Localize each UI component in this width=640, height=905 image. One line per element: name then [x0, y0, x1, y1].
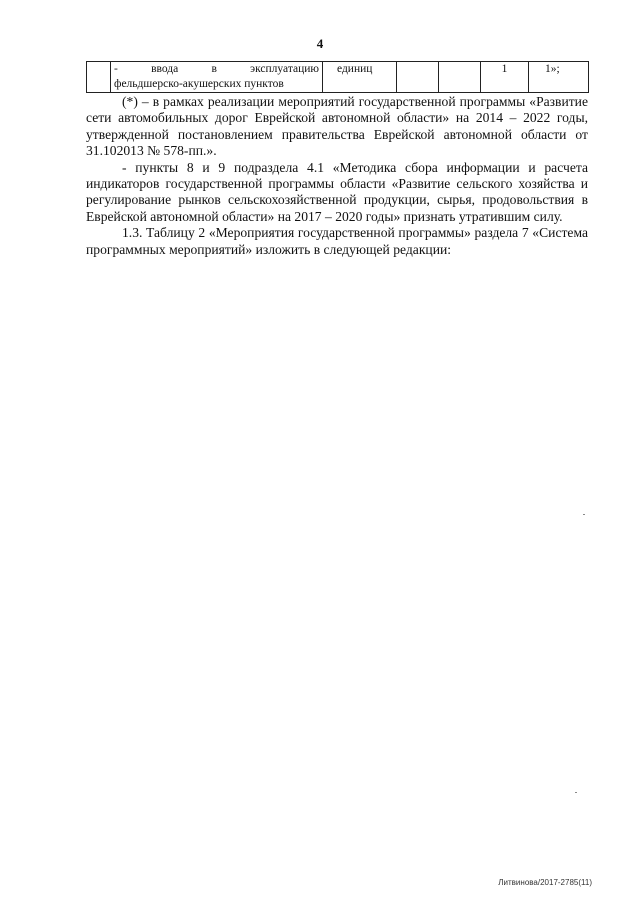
table-cell-indicator-name [111, 62, 323, 93]
paragraph-table-amend: 1.3. Таблицу 2 «Мероприятия государственной программы» раздела 7 «Система программных мероприятий» изложить в следующей редакции: [86, 225, 588, 257]
table-cell-value-a: 1 [481, 62, 529, 93]
indicator-name-line1: - ввода в эксплуатацию [114, 63, 319, 75]
table-cell-index [87, 62, 111, 93]
table-cell-empty [397, 62, 439, 93]
table-row [87, 62, 589, 93]
scan-speck [583, 514, 585, 515]
table-cell-value-b: 1»; [529, 62, 589, 93]
body-text [86, 94, 588, 258]
table-cell-empty [439, 62, 481, 93]
table-fragment [86, 61, 589, 93]
scan-speck [575, 792, 577, 793]
footer-code: Литвинова/2017-2785(11) [498, 878, 592, 887]
paragraph-footnote: (*) – в рамках реализации мероприятий государственной программы «Развитие сети автомобильных дорог Еврейской автономной области» на 2014 – 2022 годы, утвержденной постановлением правительства Еврейской автономной области от 31.102013 № 578-пп.». [86, 94, 588, 159]
page-number: 4 [316, 36, 324, 51]
table-cell-unit: единиц [323, 62, 397, 93]
paragraph-repeal: - пункты 8 и 9 подраздела 4.1 «Методика сбора информации и расчета индикаторов государственной программы области «Развитие сельского хозяйства и регулирование рынков сельскохозяйственной продукции, сырья, продовольствия в Еврейской автономной области» на 2017 – 2020 годы» признать утратившим силу. [86, 159, 588, 224]
indicator-name-line2: фельдшерско-акушерских пунктов [114, 78, 284, 90]
